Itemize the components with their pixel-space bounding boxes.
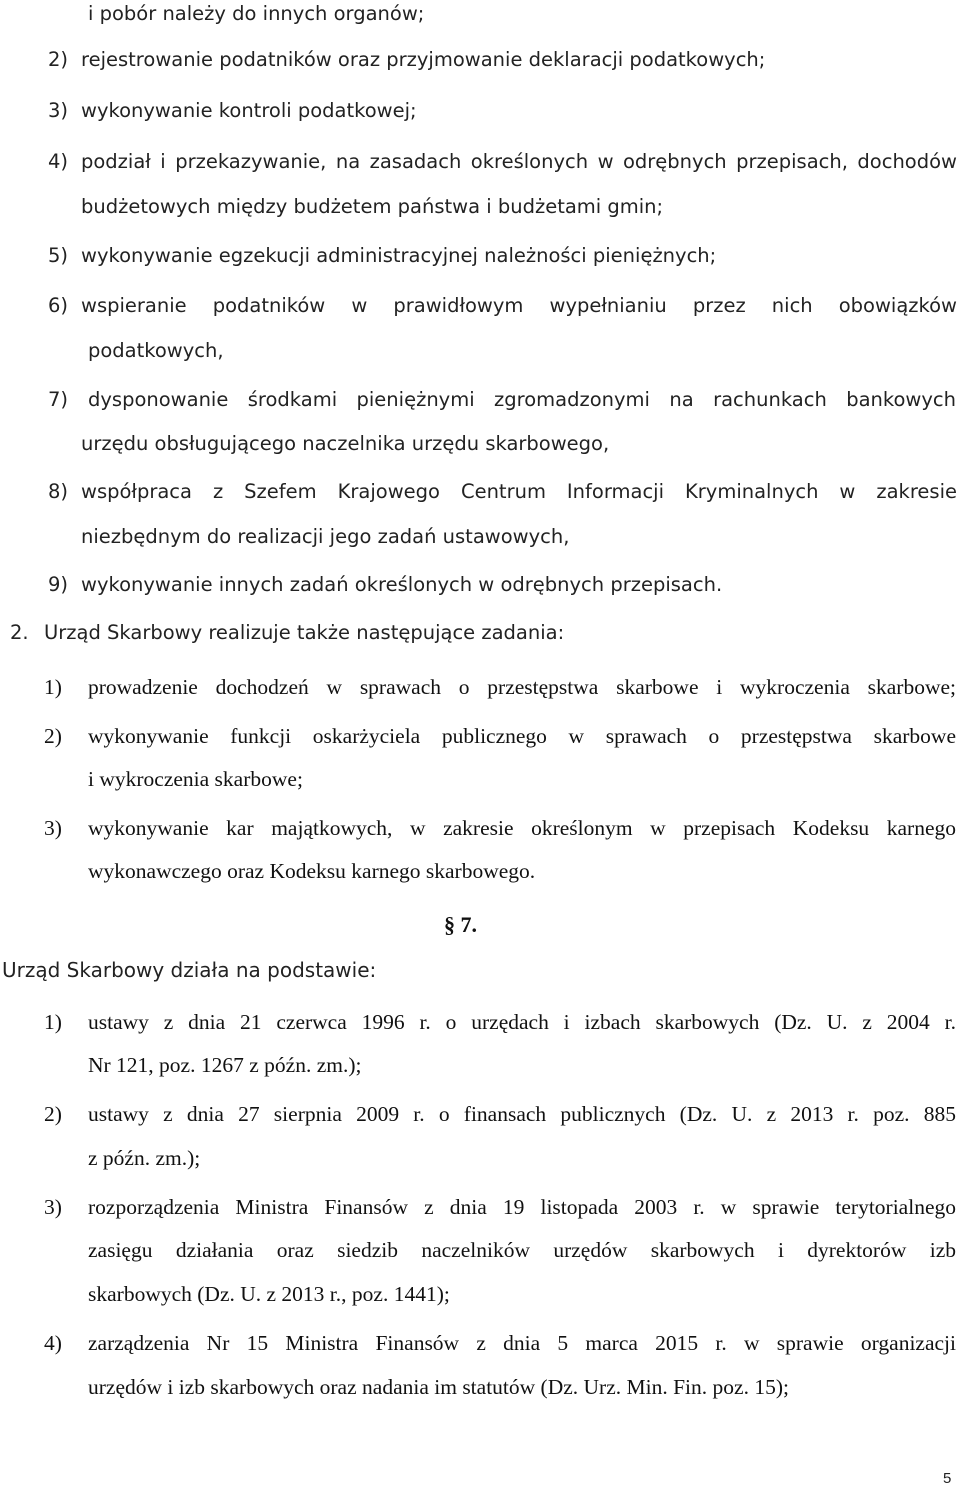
item-text-continued: budżetowych między budżetem państwa i budżetami gmin; [81, 195, 664, 218]
item-number: 4) [48, 150, 69, 173]
item-text: wykonywanie funkcji oskarżyciela publicznego w sprawach o przestępstwa skarbowe [88, 724, 956, 748]
item-number: 1) [44, 1010, 62, 1034]
item-number: 3) [44, 1195, 62, 1219]
item-text-continued: urzędów i izb skarbowych oraz nadania im statutów (Dz. Urz. Min. Fin. poz. 15); [88, 1375, 789, 1399]
item-text: rejestrowanie podatników oraz przyjmowanie deklaracji podatkowych; [81, 48, 766, 71]
item-text: ustawy z dnia 21 czerwca 1996 r. o urzędach i izbach skarbowych (Dz. U. z 2004 r. [88, 1010, 956, 1034]
item-number: 8) [48, 480, 69, 503]
item-text-continued: Nr 121, poz. 1267 z późn. zm.); [88, 1053, 362, 1077]
item-text: wykonywanie egzekucji administracyjnej należności pieniężnych; [81, 244, 717, 267]
item-text-continued: z późn. zm.); [88, 1146, 201, 1170]
item-text-continued: zasięgu działania oraz siedzib naczelników urzędów skarbowych i dyrektorów izb [88, 1238, 956, 1262]
item-number: 6) [48, 294, 69, 317]
item-text: wykonywanie innych zadań określonych w odrębnych przepisach. [81, 573, 723, 596]
item-number: 3) [44, 816, 62, 840]
item-text-continued: skarbowych (Dz. U. z 2013 r., poz. 1441); [88, 1282, 450, 1306]
item-text: wykonywanie kontroli podatkowej; [81, 99, 417, 122]
item-text: współpraca z Szefem Krajowego Centrum Informacji Kryminalnych w zakresie [81, 480, 957, 503]
item-text: rozporządzenia Ministra Finansów z dnia 19 listopada 2003 r. w sprawie terytorialnego [88, 1195, 956, 1219]
item-text-continued: wykonawczego oraz Kodeksu karnego skarbowego. [88, 859, 536, 883]
item-text: podział i przekazywanie, na zasadach określonych w odrębnych przepisach, dochodów [81, 150, 957, 173]
item-text: zarządzenia Nr 15 Ministra Finansów z dnia 5 marca 2015 r. w sprawie organizacji [88, 1331, 956, 1355]
item-number: 7) [48, 388, 69, 411]
section-intro-text: Urząd Skarbowy realizuje także następujące zadania: [44, 621, 565, 644]
item-number: 2) [44, 724, 62, 748]
item-text: ustawy z dnia 27 sierpnia 2009 r. o finansach publicznych (Dz. U. z 2013 r. poz. 885 [88, 1102, 956, 1126]
item-number: 2) [48, 48, 69, 71]
item-text-continued: niezbędnym do realizacji jego zadań ustawowych, [81, 525, 570, 548]
continuation-text: i pobór należy do innych organów; [88, 2, 425, 25]
item-text-continued: podatkowych, [88, 339, 224, 362]
item-text: dysponowanie środkami pieniężnymi zgromadzonymi na rachunkach bankowych [88, 388, 956, 411]
item-number: 4) [44, 1331, 62, 1355]
item-number: 1) [44, 675, 62, 699]
item-text: prowadzenie dochodzeń w sprawach o przestępstwa skarbowe i wykroczenia skarbowe; [88, 675, 956, 699]
item-number: 5) [48, 244, 69, 267]
section-intro-text: Urząd Skarbowy działa na podstawie: [2, 958, 377, 982]
item-number: 9) [48, 573, 69, 596]
item-text-continued: i wykroczenia skarbowe; [88, 767, 303, 791]
item-text-continued: urzędu obsługującego naczelnika urzędu skarbowego, [81, 432, 610, 455]
section-number: 2. [10, 621, 29, 644]
item-text: wykonywanie kar majątkowych, w zakresie określonym w przepisach Kodeksu karnego [88, 816, 956, 840]
page-number: 5 [943, 1470, 952, 1487]
item-number: 2) [44, 1102, 62, 1126]
item-text: wspieranie podatników w prawidłowym wypełnianiu przez nich obowiązków [81, 294, 957, 317]
paragraph-heading: § 7. [444, 912, 477, 937]
item-number: 3) [48, 99, 69, 122]
